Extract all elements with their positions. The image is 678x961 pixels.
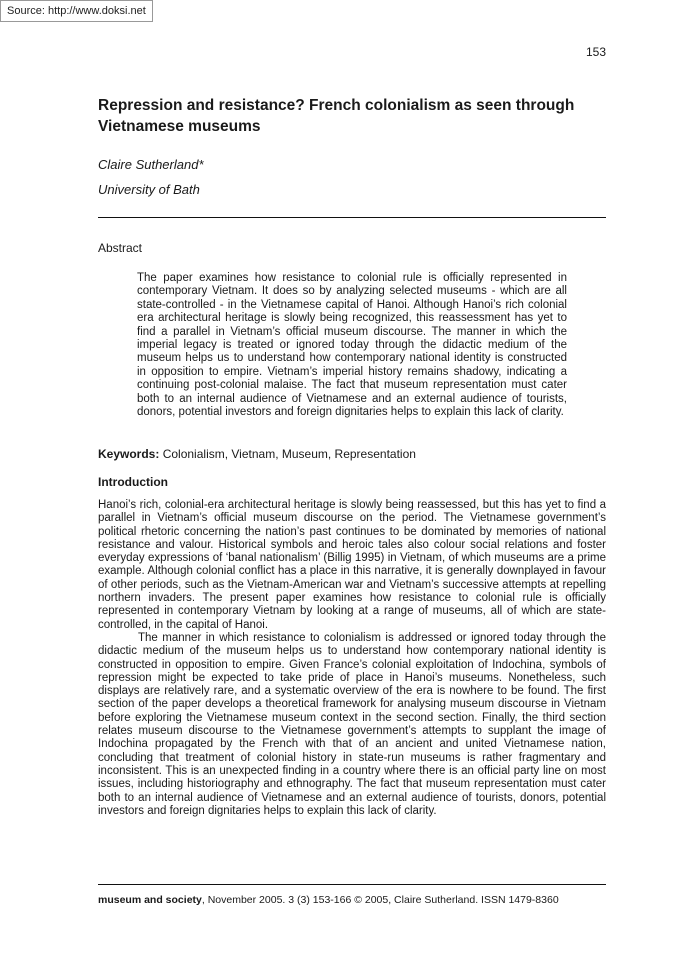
footer-citation bbox=[98, 894, 559, 906]
author-name: Claire Sutherland* bbox=[98, 157, 204, 172]
intro-paragraph: The manner in which resistance to colonialism is addressed or ignored today through the didactic medium of the museum helps us to understand how contemporary national identity is constructed in opposition to empire. Given France’s colonial exploitation of Indochina, symbols of repression might be expected to take pride of place in Hanoi’s museums. Nonetheless, such displays are relatively rare, and a systematic overview of the era is nowhere to be found. The first section of the paper develops a theoretical framework for analysing museum discourse in Vietnam before exploring the Vietnamese museum context in the second section. Finally, the third section relates museum discourse to the Vietnamese government’s attempts to supplant the image of Indochina propagated by the French with that of an ancient and united Vietnamese nation, concluding that treatment of colonial history in state-run museums is rather fragmentary and inconsistent. This is an unexpected finding in a country where there is an official party line on most issues, including historiography and ethnography. The fact that museum representation must cater both to an internal audience of Vietnamese and an external audience of tourists, donors, potential investors and foreign dignitaries helps to explain this lack of clarity. bbox=[98, 631, 606, 817]
keywords-text: Colonialism, Vietnam, Museum, Representation bbox=[162, 447, 416, 461]
introduction-body bbox=[98, 499, 606, 818]
keywords-line bbox=[98, 447, 416, 461]
introduction-heading: Introduction bbox=[98, 475, 168, 489]
source-label: Source: http://www.doksi.net bbox=[0, 0, 153, 22]
header-divider bbox=[98, 217, 606, 218]
author-affiliation: University of Bath bbox=[98, 182, 200, 197]
footer-divider bbox=[98, 884, 606, 885]
paper-title: Repression and resistance? French colonialism as seen through Vietnamese museums bbox=[98, 97, 575, 135]
intro-paragraph: Hanoi’s rich, colonial-era architectural heritage is slowly being reassessed, but this has yet to find a parallel in Vietnam’s official museum discourse on the period. The Vietnamese government’s political rhetoric concerning the nation’s past continues to be dominated by memories of national resistance and valour. Historical symbols and heroic tales also colour social relations and foster everyday expressions of ‘banal nationalism’ (Billig 1995) in Vietnam, of which museums are a prime example. Although colonial conflict has a place in this narrative, it is generally downplayed in favour of other periods, such as the Vietnam-American war and Vietnam’s successive attempts at repelling northern invaders. The present paper examines how resistance to colonial rule is officially represented in contemporary Vietnam by looking at a range of museums, all of which are state-controlled, in the capital of Hanoi. bbox=[98, 499, 606, 631]
keywords-label: Keywords: bbox=[98, 447, 160, 461]
footer-journal-name: museum and society bbox=[98, 894, 202, 906]
footer-citation-text: , November 2005. 3 (3) 153-166 © 2005, Claire Sutherland. ISSN 1479-8360 bbox=[201, 894, 559, 906]
abstract-heading: Abstract bbox=[98, 241, 143, 255]
page-number: 153 bbox=[585, 45, 606, 59]
abstract-text: The paper examines how resistance to colonial rule is officially represented in contemporary Vietnam. It does so by analyzing selected museums - which are all state-controlled - in the Vietnamese capital of Hanoi. Although Hanoi’s rich colonial era architectural heritage is slowly being recognized, this reassessment has yet to find a parallel in Vietnam’s official museum discourse. The manner in which the imperial legacy is treated or ignored today through the didactic medium of the museum helps us to understand how contemporary national identity is constructed in opposition to empire. Vietnam’s imperial history remains shadowy, indicating a continuing post-colonial malaise. The fact that museum representation must cater both to an internal audience of Vietnamese and an external audience of tourists, donors, potential investors and foreign dignitaries helps to explain this lack of clarity. bbox=[137, 272, 567, 419]
